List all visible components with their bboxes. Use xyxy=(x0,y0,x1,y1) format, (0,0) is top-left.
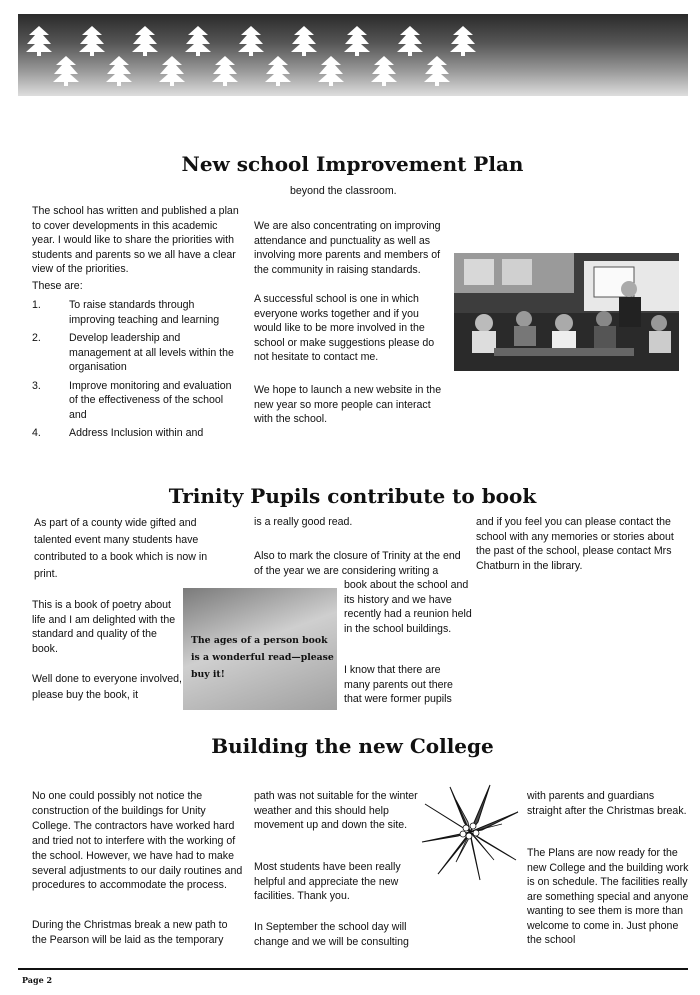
book-col3-p1: and if you feel you can please contact the school with any memories or stories about the past of the school, please contact Mrs Chatburn in the library. xyxy=(476,516,674,572)
plan-these-are: These are: xyxy=(32,279,83,292)
poinsettia-icon xyxy=(420,782,522,882)
college-col3-p1: with parents and guardians straight after the Christmas break. xyxy=(527,790,687,817)
college-col2-p2: Most students have been really helpful and appreciate the new facilities. Thank you. xyxy=(254,861,401,902)
college-col1-p2: During the Christmas break a new path to the Pearson will be laid as the temporary xyxy=(32,919,228,946)
college-col2-p3: In September the school day will change and we will be consulting xyxy=(254,921,409,948)
book-col1-p3: Well done to everyone involved, please buy the book, it xyxy=(32,673,182,701)
book-col2-p1: is a really good read. xyxy=(254,516,353,528)
classroom-photo xyxy=(454,253,679,371)
plan-col2-p2: We are also concentrating on improving attendance and punctuality as well as involving more parents and members of the community in raising standards. xyxy=(254,220,441,276)
plan-intro: The school has written and published a plan to cover developments in this academic year. I would like to share the priorities with students and parents so we all have a clear view of the priorities. xyxy=(32,205,239,275)
list-item: 2. Develop leadership and management at all levels within the organisation xyxy=(32,332,234,373)
book-title: Trinity Pupils contribute to book xyxy=(168,484,537,508)
list-item: 3. Improve monitoring and evaluation of the effectiveness of the school and xyxy=(32,379,232,421)
college-col3-p2: The Plans are now ready for the new College and the building work is on schedule. The facilities really are something special and anyone wanting to see them is more than welcome to come in. Just phone the school xyxy=(527,847,689,946)
book-caption: The ages of a person book is a wonderful read—please buy it! xyxy=(191,635,334,680)
page-number: Page 2 xyxy=(22,975,53,985)
christmas-trees-decoration xyxy=(18,14,688,96)
book-col2-p2: Also to mark the closure of Trinity at the end of the year we are considering writing a xyxy=(254,550,461,577)
book-col2-p3: I know that there are many parents out there that were former pupils xyxy=(344,664,453,705)
plan-title: New school Improvement Plan xyxy=(181,152,524,176)
list-item: 1. To raise standards through improving teaching and learning xyxy=(32,299,220,326)
plan-column-1 xyxy=(32,204,242,445)
plan-col2-p3: A successful school is one in which everyone works together and if you would like to be more involved in the school or make suggestions please do not hesitate to contact me. xyxy=(254,293,435,363)
header-banner xyxy=(18,14,688,96)
tree-icon-row-1 xyxy=(26,26,476,56)
book-col1-p2: This is a book of poetry about life and I am delighted with the standard and quality of the book. xyxy=(32,599,176,655)
tree-icon-row-2 xyxy=(53,56,450,86)
college-col2-p1: path was not suitable for the winter weather and this should help movement up and down the site. xyxy=(254,790,418,831)
plan-col2-p1: beyond the classroom. xyxy=(290,185,397,197)
book-cover-image xyxy=(183,588,337,710)
college-col1-p1: No one could possibly not notice the construction of the buildings for Unity College. The contractors have worked hard and tried not to interfere with the working of the school. However, we have had to make several adjustments to our daily routines and procedures to accommodate the process. xyxy=(32,790,243,892)
list-item: 4. Address Inclusion within and xyxy=(32,427,204,439)
book-col2-p2b: book about the school and its history and we have recently had a reunion held in the school buildings. xyxy=(344,579,472,635)
plan-col2-p4: We hope to launch a new website in the new year so more people can interact with the school. xyxy=(254,384,442,425)
footer-rule xyxy=(18,968,688,970)
plan-priority-list xyxy=(32,298,242,441)
college-title: Building the new College xyxy=(211,734,494,758)
book-col1-p1: As part of a county wide gifted and talented event many students have contributed to a book which is now in print. xyxy=(34,517,208,580)
